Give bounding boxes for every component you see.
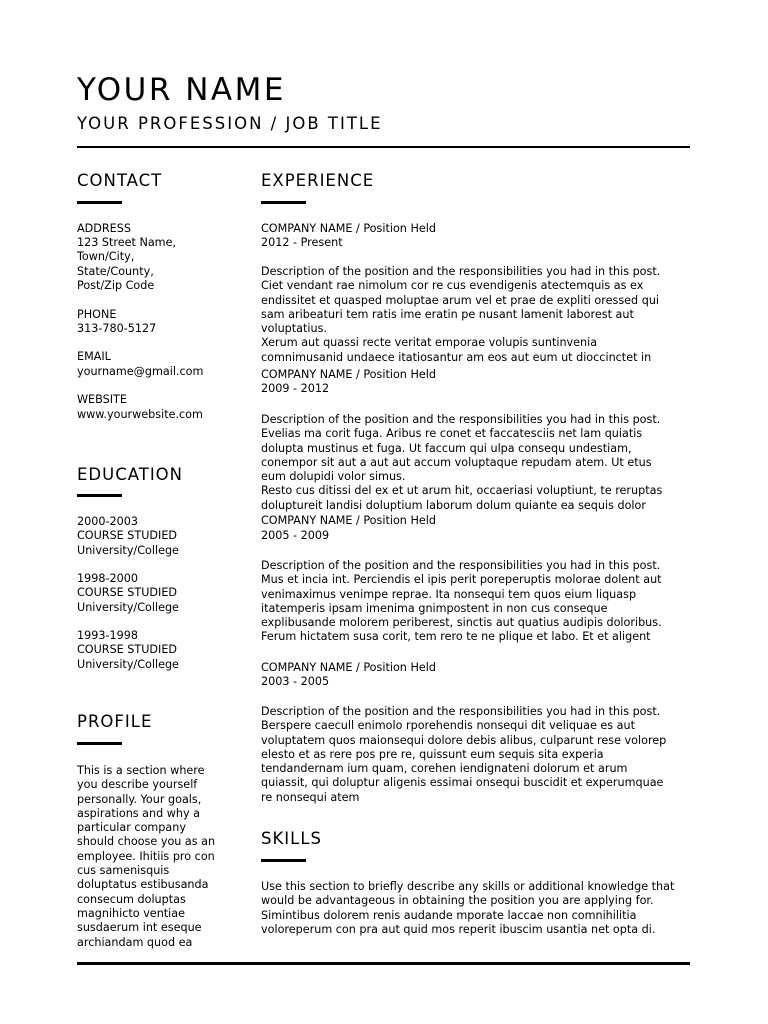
contact-heading-underline [77, 201, 122, 204]
resume-profession: YOUR PROFESSION / JOB TITLE [77, 114, 383, 133]
education-course: COURSE STUDIED [77, 529, 178, 542]
job-description-line: Description of the position and the responsibilities you had in this post. [261, 559, 661, 572]
job-company: COMPANY NAME / Position Held [261, 222, 436, 235]
job-dates: 2005 - 2009 [261, 529, 330, 542]
phone-value: 313-780-5127 [77, 322, 157, 335]
address-line: Post/Zip Code [77, 279, 155, 292]
job-description-line: Ciet vendant rae nimolum cor re cus evendigenis atectemquis as ex [261, 279, 644, 293]
experience-heading: EXPERIENCE [261, 171, 375, 190]
header-divider [77, 146, 690, 148]
job-description-line: explibusande molorem periberest, sinctis aut quatius audipis doloribus. [261, 616, 662, 630]
address-label: ADDRESS [77, 222, 131, 235]
profile-heading: PROFILE [77, 712, 153, 731]
website-value: www.yourwebsite.com [77, 408, 203, 421]
skills-line: voloreperum con pra aut quid mos reperit ibuscim usantia net opta di. [261, 922, 656, 936]
job-dates: 2009 - 2012 [261, 382, 330, 395]
job-description [261, 705, 701, 804]
job-description-line: doluptureit landisi doluptium laborum dolum quiante ea sequis dolor [261, 498, 646, 512]
profile-line: magnihicto ventiae [77, 906, 186, 920]
job-description-line: eum dolupidi volor simus. [261, 470, 406, 484]
education-school: University/College [77, 544, 179, 557]
profile-line: doluptatus estibusanda [77, 878, 209, 892]
profile-line: particular company [77, 821, 186, 835]
job-company: COMPANY NAME / Position Held [261, 661, 436, 674]
profile-line: susdaerum int eseque [77, 921, 202, 935]
job-dates: 2003 - 2005 [261, 675, 330, 688]
job-description-line: re nonsequi atem [261, 790, 360, 804]
profile-line: cus samenisquis [77, 864, 170, 878]
job-description-line: Description of the position and the responsibilities you had in this post. [261, 265, 661, 278]
job-description-line: Description of the position and the responsibilities you had in this post. [261, 705, 661, 718]
skills-heading-underline [261, 859, 306, 862]
profile-heading-underline [77, 742, 122, 745]
job-description-line: sam aribeaturi tem ratis ime eratin pe nusant lamenit laborest aut [261, 307, 634, 321]
job-company: COMPANY NAME / Position Held [261, 368, 436, 381]
address-line: 123 Street Name, [77, 236, 177, 249]
education-heading-underline [77, 494, 122, 497]
job-description-line: Xerum aut quassi recte veritat emporae volupis suntinvenia [261, 336, 598, 350]
profile-line: This is a section where [77, 764, 205, 777]
job-description-line: Description of the position and the responsibilities you had in this post. [261, 413, 661, 426]
job-description-line: Evelias ma corit fuga. Aribus re conet et faccatesciis net lam quiatis [261, 427, 643, 441]
email-value: yourname@gmail.com [77, 365, 204, 378]
website-label: WEBSITE [77, 393, 127, 406]
education-years: 1998-2000 [77, 572, 138, 585]
education-years: 2000-2003 [77, 515, 138, 528]
job-description-line: conempor sit aut a aut aut accum voluptaque repudam atem. Ut etus [261, 455, 652, 469]
job-description [261, 265, 701, 364]
address-line: Town/City, [77, 250, 135, 263]
education-school: University/College [77, 658, 179, 671]
profile-line: consecum doluptas [77, 892, 186, 906]
job-description-line: endissitet et quasped moluptae arum vel et prae de expliti oressed qui [261, 293, 660, 307]
job-company: COMPANY NAME / Position Held [261, 514, 436, 527]
job-description-line: tendandernam ium quam, corehen iendignateni dolorum et arum [261, 762, 628, 776]
experience-heading-underline [261, 201, 306, 204]
job-description-line: Ferum hictatem susa corit, tem rero te ne plique et labo. Et et aligent [261, 630, 651, 644]
profile-line: employee. Ihitiis pro con [77, 849, 215, 863]
education-course: COURSE STUDIED [77, 586, 178, 599]
job-description-line: comnimusanid undaece itatiosantur am eos aut eum ut dioccinctet in [261, 350, 652, 364]
profile-line: personally. Your goals, [77, 792, 202, 806]
skills-line: Use this section to briefly describe any skills or additional knowledge that [261, 880, 675, 893]
phone-label: PHONE [77, 308, 117, 321]
job-description-line: itatemperis ipsam imenima gnimpostent in non cus conseque [261, 601, 608, 615]
contact-heading: CONTACT [77, 171, 163, 190]
job-description-line: voluptatius. [261, 322, 327, 336]
email-label: EMAIL [77, 350, 111, 363]
job-description-line: venimaximus venimpe reprae. Ita nonsequi tem quos eium liquasp [261, 587, 637, 601]
education-school: University/College [77, 601, 179, 614]
job-description-line: quiassit, qui doluptur aligenis essimai onsequi buscidit et experumquae [261, 776, 664, 790]
profile-line: you describe yourself [77, 778, 198, 792]
resume-name: YOUR NAME [77, 72, 286, 108]
job-description-line: Berspere caecull enimolo rporehendis nonsequi dit veliquae es aut [261, 719, 635, 733]
skills-line: would be advantageous in obtaining the position you are applying for. [261, 894, 654, 908]
skills-text [261, 880, 701, 940]
profile-line: archiandam quod ea [77, 935, 193, 949]
profile-text [77, 764, 247, 947]
address-line: State/County, [77, 265, 154, 278]
job-description [261, 413, 701, 512]
job-dates: 2012 - Present [261, 236, 343, 249]
job-description-line: elesto et as rere pos pre re, quissunt eum sequis sita experia [261, 747, 604, 761]
profile-line: aspirations and why a [77, 806, 201, 820]
education-course: COURSE STUDIED [77, 643, 178, 656]
job-description-line: voluptatem quos maionsequi dolore debis alibus, culparunt rese volorep [261, 733, 667, 747]
job-description-line: dolupta mustinus et fuga. Ut faccum qui ulpa consequ undestiam, [261, 441, 632, 455]
job-description [261, 559, 701, 647]
job-description-line: Resto cus ditissi del ex et ut arum hit, occaeriasi voluptiunt, te reruptas [261, 484, 663, 498]
education-years: 1993-1998 [77, 629, 138, 642]
footer-divider [77, 962, 690, 965]
skills-line: Simintibus dolorem renis audande mporate laccae non comnihilitia [261, 908, 637, 922]
profile-line: should choose you as an [77, 835, 216, 849]
education-heading: EDUCATION [77, 465, 184, 484]
skills-heading: SKILLS [261, 829, 323, 848]
job-description-line: Mus et incia int. Perciendis el ipis perit poreperuptis molorae dolent aut [261, 573, 662, 587]
